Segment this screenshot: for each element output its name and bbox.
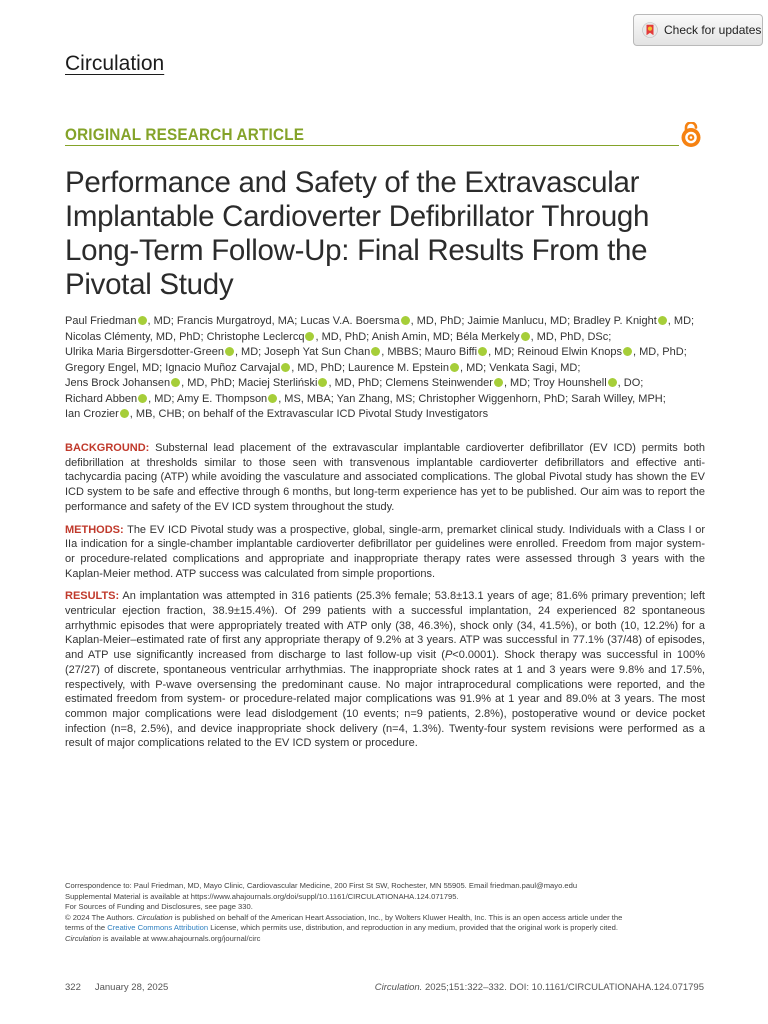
results-text: An implantation was attempted in 316 patients (25.3% female; 53.8±13.1 years of age; 81.6% primary prevention; left ventricular ejection fraction, 38.9±15.4%). Of 299 patients with a successful implantation, 24 experienced 82 spontaneous arrhythmic episodes that were appropriately treated with ATP only (38, 46.3%), shock only (34, 41.5%), or both (10, 12.2%) for a Kaplan-Meier–estimated rate of first any appropriate therapy of 9.2% at 3 years. ATP was successful in 77.1% (37/48) of episodes, and ATP use significantly increased from discharge to last follow-up visit ( [65, 590, 705, 662]
author-text: , MD, PhD; Laurence M. Epstein [291, 361, 449, 374]
author-line [65, 392, 705, 408]
crossmark-icon [642, 22, 658, 38]
author-text: , MD, PhD; Anish Amin, MD; Béla Merkely [315, 330, 520, 343]
author-text: , MD; Troy Hounshell [503, 377, 607, 389]
abstract-results [65, 589, 705, 751]
orcid-icon[interactable] [268, 394, 277, 403]
author-text: Paul Friedman [65, 315, 137, 327]
citation-journal: Circulation. [374, 982, 423, 993]
copyright-text: is published on behalf of the American Heart Association, Inc., by Wolters Kluwer Health, Inc. This is an open access article under the [172, 912, 623, 922]
results-label: RESULTS: [65, 590, 120, 603]
orcid-icon[interactable] [658, 316, 667, 325]
author-text: Ian Crozier [65, 408, 119, 420]
results-text: <0.0001). Shock therapy was successful in 100% (27/27) of discrete, spontaneous ventricular arrhythmias. The inappropriate shock rates at 1 and 3 years were 9.8% and 17.5%, respectively, with P-wave oversensing the predominant cause. No major intraprocedural complications were reported, and the estimated freedom from system- or procedure-related major complications was 91.9% at 1 year and 89.0% at 3 years. The most common major complications were lead dislodgement (10 events; n=9 patients, 2.8%), postoperative wound or device pocket infection (n=8, 2.5%), and device inappropriate shock delivery (n=4, 1.3%). Twenty-four system revisions were performed as a result of major complications related to the EV ICD system or procedure. [65, 649, 705, 750]
section-divider [65, 145, 679, 146]
copyright-text: © 2024 The Authors. [65, 912, 137, 922]
author-line [65, 361, 705, 377]
author-text: , MD; Joseph Yat Sun Chan [234, 346, 371, 358]
author-text: Richard Abben [65, 392, 138, 405]
orcid-icon[interactable] [225, 347, 234, 356]
author-text: , MD, PhD; Maciej Sterliński [181, 377, 318, 389]
author-line [65, 330, 705, 346]
author-line [65, 314, 705, 330]
availability-text: is available at www.ahajournals.org/journal/circ [100, 933, 261, 943]
orcid-icon[interactable] [494, 378, 503, 387]
page-number: 322 [65, 982, 81, 993]
abstract [65, 441, 705, 759]
author-text: , DO; [617, 377, 644, 389]
journal-name[interactable]: Circulation [65, 52, 165, 75]
open-access-icon [679, 122, 703, 148]
orcid-icon[interactable] [371, 347, 380, 356]
orcid-icon[interactable] [608, 378, 617, 387]
page-footer-citation [375, 982, 704, 993]
page-footer-left [65, 982, 168, 993]
author-text: , MS, MBA; Yan Zhang, MS; Christopher Wiggenhorn, PhD; Sarah Willey, MPH; [278, 392, 666, 405]
orcid-icon[interactable] [318, 378, 327, 387]
orcid-icon[interactable] [138, 394, 147, 403]
orcid-icon[interactable] [171, 378, 180, 387]
footnotes [65, 881, 705, 944]
methods-text: The EV ICD Pivotal study was a prospective, global, single-arm, premarket clinical study. Individuals with a Class I or IIa indication for a single-chamber implantable cardioverter defibrillator per guidelines were enrolled. Freedom from major system- or procedure-related complications and appropriate and inappropriate therapy rates were assessed through 3 years with the Kaplan-Meier method. ATP success was calculated from simple proportions. [65, 523, 705, 580]
orcid-icon[interactable] [401, 316, 410, 325]
availability-note [65, 934, 705, 945]
journal-name-italic: Circulation [65, 933, 101, 943]
author-text: , MD, PhD; [632, 346, 687, 358]
supplemental-note: Supplemental Material is available at https://www.ahajournals.org/doi/suppl/10.1161/CIRCULATIONAHA.124.071795. [65, 891, 459, 901]
author-text: Gregory Engel, MD; Ignacio Muñoz Carvajal [65, 361, 281, 374]
author-text: , MD; Venkata Sagi, MD; [459, 361, 581, 374]
author-text: , MD; Francis Murgatroyd, MA; Lucas V.A. Boersma [147, 315, 400, 327]
orcid-icon[interactable] [305, 332, 314, 341]
orcid-icon[interactable] [281, 363, 290, 372]
license-text: terms of the [65, 923, 108, 932]
author-text: , MD, PhD; Clemens Steinwender [328, 377, 493, 389]
author-line [65, 345, 705, 361]
author-text: , MD; Amy E. Thompson [148, 392, 268, 405]
section-header [65, 122, 705, 148]
orcid-icon[interactable] [478, 347, 487, 356]
publication-date: January 28, 2025 [94, 982, 169, 993]
correspondence-note: Correspondence to: Paul Friedman, MD, Mayo Clinic, Cardiovascular Medicine, 200 First St SW, Rochester, MN 55905. Email friedman.paul@mayo.edu [65, 881, 578, 890]
orcid-icon[interactable] [120, 409, 129, 418]
orcid-icon[interactable] [521, 332, 530, 341]
author-text: , MD; [667, 315, 695, 327]
background-label: BACKGROUND: [65, 442, 150, 454]
check-for-updates-button[interactable] [633, 14, 763, 46]
author-line [65, 376, 705, 392]
author-text: , MD, PhD; Jaimie Manlucu, MD; Bradley P. Knight [410, 315, 657, 327]
article-title: Performance and Safety of the Extravascular Implantable Cardioverter Defibrillator Through Long-Term Follow-Up: Final Results From the Pivotal Study [65, 166, 650, 301]
check-for-updates-label: Check for updates [664, 23, 762, 37]
license-text: License, which permits use, distribution, and reproduction in any medium, provided that the original work is properly cited. [208, 923, 618, 932]
abstract-background [65, 441, 705, 515]
author-text: Nicolas Clémenty, MD, PhD; Christophe Leclercq [65, 330, 305, 343]
section-label: ORIGINAL RESEARCH ARTICLE [65, 125, 305, 144]
license-note [65, 923, 705, 934]
citation-text: 2025;151:322–332. DOI: 10.1161/CIRCULATIONAHA.124.071795 [422, 982, 704, 993]
copyright-note [65, 913, 705, 924]
author-text: Jens Brock Johansen [65, 377, 171, 389]
background-text: Substernal lead placement of the extravascular implantable cardioverter defibrillator (EV ICD) permits both defibrillation at thresholds similar to those seen with transvenous implantable cardioverter defibrillators and effective anti-tachycardia pacing (ATP) while avoiding the vasculature and associated complications. The global Pivotal study has shown the EV ICD system to be safe and effective through 6 months, but long-term experience has yet to be published. Our aim was to report the performance and safety of the EV ICD system throughout the study. [65, 442, 705, 513]
p-value-symbol: P [444, 649, 453, 662]
orcid-icon[interactable] [623, 347, 632, 356]
author-line [65, 407, 705, 423]
journal-name-italic: Circulation [136, 912, 173, 922]
author-text: , MB, CHB; on behalf of the Extravascular ICD Pivotal Study Investigators [129, 408, 489, 420]
funding-note: For Sources of Funding and Disclosures, see page 330. [65, 902, 253, 911]
author-text: , MD, PhD, DSc; [530, 330, 612, 343]
author-text: , MBBS; Mauro Biffi [381, 346, 478, 358]
orcid-icon[interactable] [450, 363, 459, 372]
methods-label: METHODS: [65, 523, 124, 536]
author-list [65, 314, 705, 423]
author-text: , MD; Reinoud Elwin Knops [488, 346, 622, 358]
creative-commons-link[interactable]: Creative Commons Attribution [107, 923, 209, 932]
orcid-icon[interactable] [138, 316, 147, 325]
author-text: Ulrika Maria Birgersdotter-Green [65, 346, 224, 358]
abstract-methods [65, 523, 705, 582]
